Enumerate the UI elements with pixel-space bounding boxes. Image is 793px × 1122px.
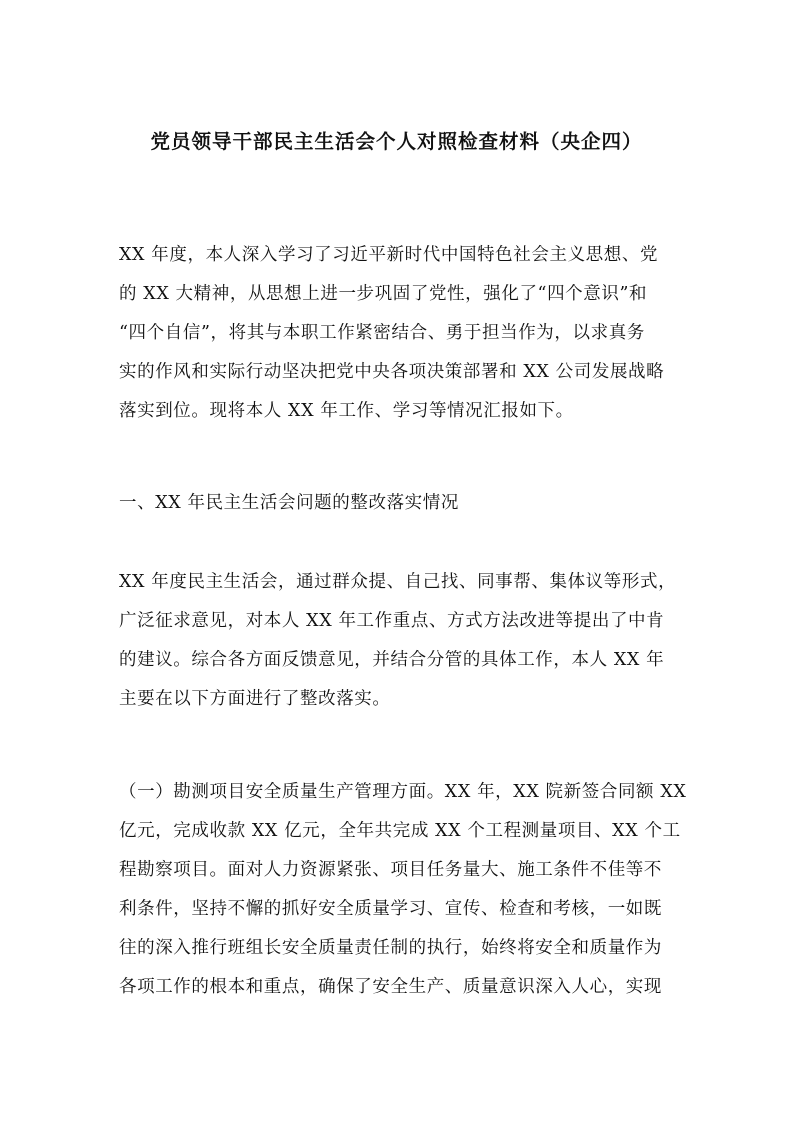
paragraph-line: 广泛征求意见，对本人 XX 年工作重点、方式方法改进等提出了中肯 [119, 611, 665, 631]
section-heading-text: 一、XX 年民主生活会问题的整改落实情况 [119, 493, 459, 513]
paragraph-rectification [119, 563, 679, 719]
paragraph-line: 各项工作的根本和重点，确保了安全生产、质量意识深入人心，实现 [119, 977, 662, 997]
paragraph-line: 的 XX 大精神，从思想上进一步巩固了党性，强化了“四个意识”和 [119, 284, 648, 304]
paragraph-line: 的建议。综合各方面反馈意见，并结合分管的具体工作，本人 XX 年 [119, 650, 665, 670]
paragraph-intro [119, 236, 679, 431]
paragraph-line: XX 年度，本人深入学习了习近平新时代中国特色社会主义思想、党 [119, 245, 659, 265]
paragraph-line: （一）勘测项目安全质量生产管理方面。XX 年，XX 院新签合同额 XX [119, 782, 687, 802]
paragraph-line: 亿元，完成收款 XX 亿元，全年共完成 XX 个工程测量项目、XX 个工 [119, 821, 681, 841]
section-heading [119, 484, 679, 523]
paragraph-line: 落实到位。现将本人 XX 年工作、学习等情况汇报如下。 [119, 401, 574, 421]
document-title: 党员领导干部民主生活会个人对照检查材料（央企四） [150, 130, 643, 153]
paragraph-line: 往的深入推行班组长安全质量责任制的执行，始终将安全和质量作为 [119, 938, 662, 958]
paragraph-line: 程勘察项目。面对人力资源紧张、项目任务量大、施工条件不佳等不 [119, 860, 662, 880]
paragraph-line: XX 年度民主生活会，通过群众提、自己找、同事帮、集体议等形式， [119, 572, 677, 592]
paragraph-line: “四个自信”，将其与本职工作紧密结合、勇于担当作为，以求真务 [119, 323, 645, 343]
paragraph-line: 实的作风和实际行动坚决把党中央各项决策部署和 XX 公司发展战略 [119, 362, 665, 382]
paragraph-safety-quality [119, 773, 687, 1007]
paragraph-line: 利条件，坚持不懈的抓好安全质量学习、宣传、检查和考核，一如既 [119, 899, 662, 919]
paragraph-line: 主要在以下方面进行了整改落实。 [119, 689, 391, 709]
